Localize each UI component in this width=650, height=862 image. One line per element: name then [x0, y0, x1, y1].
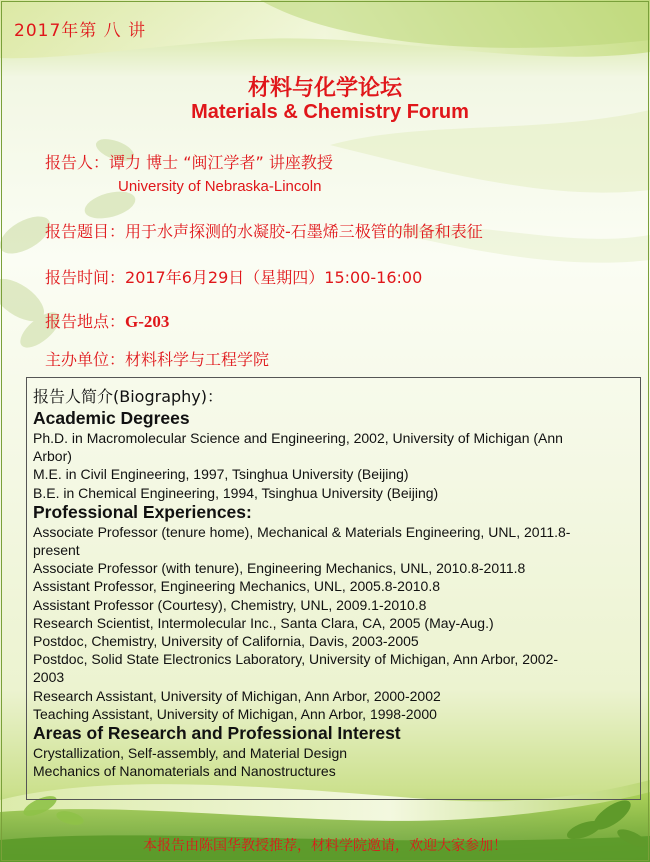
research-heading: Areas of Research and Professional Interest: [33, 723, 401, 744]
location-label: 报告地点：: [45, 312, 126, 331]
list-item: Teaching Assistant, University of Michigan, Ann Arbor, 1998-2000: [33, 705, 437, 722]
list-item: Research Assistant, University of Michigan, Ann Arbor, 2000-2002: [33, 687, 441, 704]
list-item: Postdoc, Solid State Electronics Laboratory, University of Michigan, Ann Arbor, 2002-: [33, 651, 559, 668]
biography-section: [33, 384, 633, 780]
forum-title-cn: 材料与化学论坛: [247, 76, 402, 101]
list-item: Research Scientist, Intermolecular Inc., Santa Clara, CA, 2005 (May-Aug.): [33, 614, 494, 631]
list-item: Mechanics of Nanomaterials and Nanostructures: [33, 763, 336, 780]
list-item: B.E. in Chemical Engineering, 1994, Tsinghua University (Beijing): [33, 484, 439, 501]
experience-heading: Professional Experiences:: [33, 501, 252, 522]
location-line: [45, 309, 169, 332]
speaker-line: [45, 150, 333, 173]
list-item: M.E. in Civil Engineering, 1997, Tsinghua University (Beijing): [33, 466, 409, 483]
list-item: Crystallization, Self-assembly, and Material Design: [33, 745, 348, 762]
list-item: Assistant Professor, Engineering Mechanics, UNL, 2005.8-2010.8: [33, 578, 441, 595]
topic-line: [45, 219, 483, 242]
topic-value: 用于水声探测的水凝胶-石墨烯三极管的制备和表征: [125, 222, 483, 241]
list-item: Assistant Professor (Courtesy), Chemistry, UNL, 2009.1-2010.8: [33, 596, 427, 613]
speaker-affiliation: University of Nebraska-Lincoln: [118, 178, 322, 195]
lecture-number: 2017年第 八 讲: [14, 21, 147, 41]
degrees-heading: Academic Degrees: [33, 408, 190, 428]
list-item: Associate Professor (tenure home), Mechanical & Materials Engineering, UNL, 2011.8-: [33, 523, 571, 540]
footer-invitation: 本报告由陈国华教授推荐，材料学院邀请，欢迎大家参加！: [143, 838, 507, 854]
time-label: 报告时间：: [45, 268, 126, 287]
host-line: [45, 347, 269, 370]
list-item: 2003: [33, 669, 65, 686]
forum-title-en: Materials & Chemistry Forum: [191, 101, 469, 123]
host-label: 主办单位：: [45, 350, 126, 369]
speaker-label: 报告人：: [45, 153, 110, 172]
list-item: present: [33, 542, 80, 559]
list-item: Associate Professor (with tenure), Engineering Mechanics, UNL, 2010.8-2011.8: [33, 560, 526, 577]
time-value: 2017年6月29日（星期四）15:00-16:00: [125, 268, 423, 287]
location-value: G-203: [125, 312, 170, 331]
host-value: 材料科学与工程学院: [125, 350, 270, 369]
list-item: Postdoc, Chemistry, University of California, Davis, 2003-2005: [33, 633, 419, 650]
list-item: Arbor): [33, 448, 72, 465]
biography-title: 报告人简介(Biography)：: [33, 387, 224, 406]
time-line: [45, 265, 422, 288]
topic-label: 报告题目：: [45, 222, 126, 241]
list-item: Ph.D. in Macromolecular Science and Engineering, 2002, University of Michigan (Ann: [33, 430, 563, 446]
speaker-name: 谭力 博士 “闽江学者” 讲座教授: [109, 153, 333, 172]
